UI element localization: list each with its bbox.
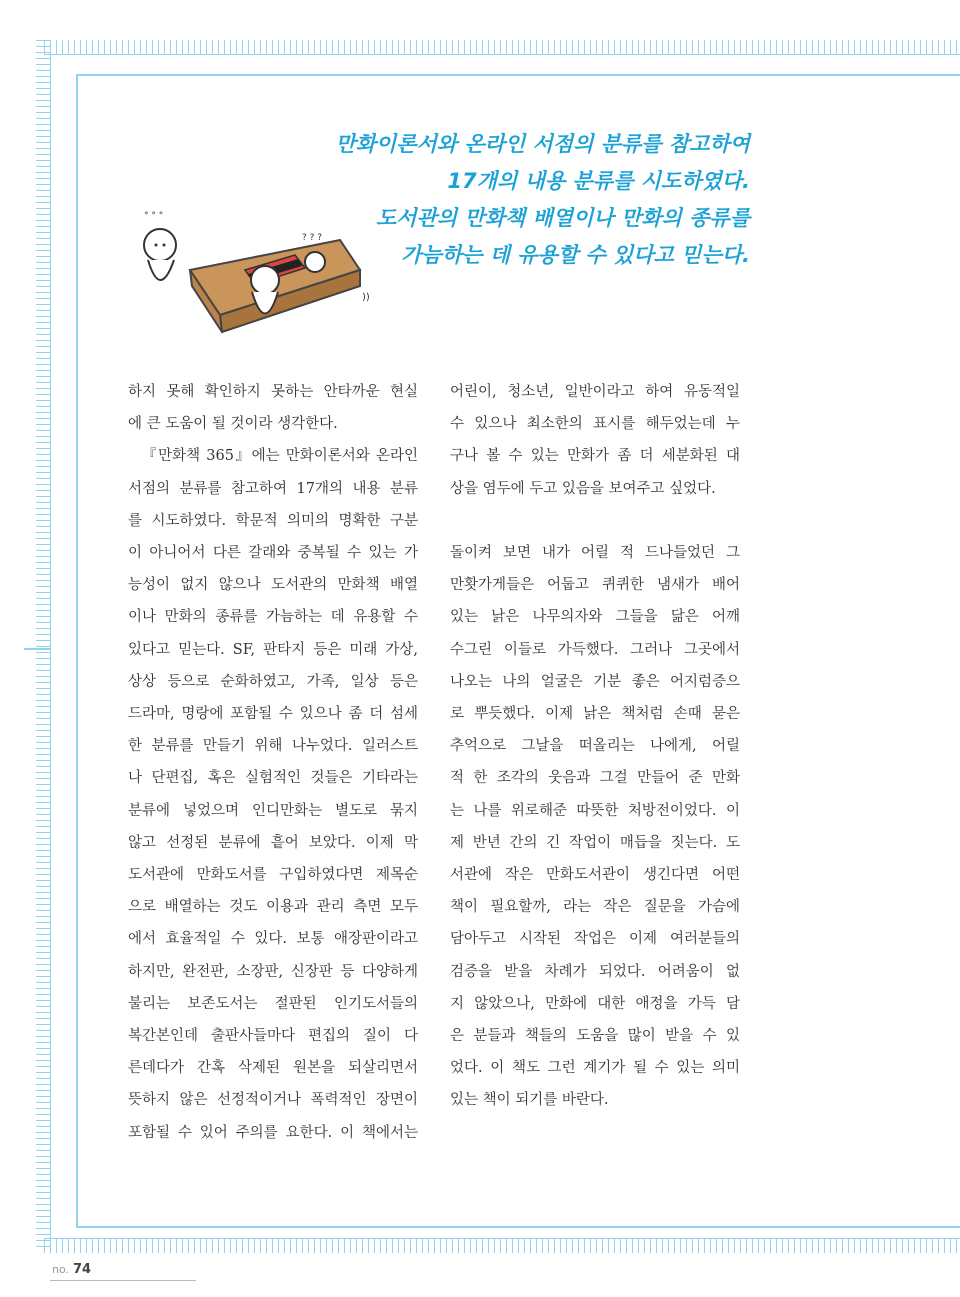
ruler-top [44, 40, 960, 55]
svg-text:)): )) [362, 292, 370, 303]
text-line: 른데다가 간혹 삭제된 원본을 되살리면서 [128, 1060, 418, 1077]
text-line: 드라마, 명랑에 포함될 수 있으나 좀 더 섬세 [128, 706, 418, 723]
page-number-value: 74 [73, 1262, 92, 1277]
paragraph-gap [450, 505, 740, 537]
headline-line: 17개의 내용 분류를 시도하였다. [447, 169, 750, 193]
text-line: 서점의 분류를 참고하여 17개의 내용 분류 [128, 480, 418, 497]
text-line: 않고 선정된 분류에 흩어 보았다. 이제 막 [128, 834, 418, 851]
text-line: 었다. 이 책도 그런 계기가 될 수 있는 의미 [450, 1060, 740, 1077]
svg-text:° ° °: ° ° ° [144, 211, 164, 221]
text-line: 포함될 수 있어 주의를 요한다. 이 책에서는 [128, 1124, 418, 1141]
text-line: 검증을 받을 차례가 되었다. 어려움이 없 [450, 963, 740, 980]
text-line: 추억으로 그날을 떠올리는 나에게, 어릴 [450, 738, 740, 755]
text-line: 에서 효율적일 수 있다. 보통 애장판이라고 [128, 931, 418, 948]
text-line: 담아두고 시작된 작업은 이제 여러분들의 [450, 931, 740, 948]
headline-line: 도서관의 만화책 배열이나 만화의 종류를 [375, 206, 750, 230]
text-line: 책이 필요할까, 라는 작은 질문을 가슴에 [450, 899, 740, 916]
text-line: 뜻하지 않은 선정적이거나 폭력적인 장면이 [128, 1092, 418, 1109]
text-line: 은 분들과 책들의 도움을 많이 받을 수 있 [450, 1028, 740, 1045]
text-line: 제 반년 간의 긴 작업이 매듭을 짓는다. 도 [450, 834, 740, 851]
text-line: 나 단편집, 혹은 실험적인 것들은 기타라는 [128, 770, 418, 787]
ruler-left [36, 40, 51, 1250]
text-line: 으로 배열하는 것도 이용과 관리 측면 모두 [128, 899, 418, 916]
page-number-prefix: no. [52, 1263, 70, 1276]
text-line: 를 시도하였다. 학문적 의미의 명확한 구분 [128, 512, 418, 529]
left-column [128, 376, 418, 1149]
text-line: 수그린 이들로 가득했다. 그러나 그곳에서 [450, 641, 740, 658]
text-line: 불리는 보존도서는 절판된 인기도서들의 [128, 995, 418, 1012]
page-number [52, 1262, 91, 1277]
text-line: 는 나를 위로해준 따뜻한 처방전이었다. 이 [450, 802, 740, 819]
text-line: 있다고 믿는다. SF, 판타지 등은 미래 가상, [128, 641, 418, 658]
text-line: 복간본인데 출판사들마다 편집의 질이 다 [128, 1028, 418, 1045]
headline-line: 가늠하는 데 유용할 수 있다고 믿는다. [401, 243, 750, 267]
text-line: 로 뿌듯했다. 이제 낡은 책처럼 손때 묻은 [450, 706, 740, 723]
text-line: 이나 만화의 종류를 가늠하는 데 유용할 수 [128, 609, 418, 626]
right-column [450, 376, 740, 1117]
text-line: 분류에 넣었으며 인디만화는 별도로 묶지 [128, 802, 418, 819]
text-line: 하지 못해 확인하지 못하는 안타까운 현실 [128, 384, 418, 400]
page-number-rule [50, 1280, 196, 1281]
text-line: 상을 염두에 두고 있음을 보여주고 싶었다. [450, 480, 716, 497]
text-line: 구나 볼 수 있는 만화가 좀 더 세분화된 대 [450, 448, 740, 465]
text-line: 있는 낡은 나무의자와 그들을 닮은 어깨 [450, 609, 740, 626]
headline-line: 만화이론서와 온라인 서점의 분류를 참고하여 [335, 132, 750, 156]
text-line: 도서관에 만화도서를 구입하였다면 제목순 [128, 867, 418, 884]
text-line: 능성이 없지 않으나 도서관의 만화책 배열 [128, 577, 418, 594]
text-line: 적 한 조각의 웃음과 그걸 만들어 준 만화 [450, 770, 740, 787]
text-line: 하지만, 완전판, 소장판, 신장판 등 다양하게 [128, 963, 418, 980]
svg-text:? ? ?: ? ? ? [302, 233, 323, 243]
cartoon-illustration [130, 200, 370, 350]
ruler-bottom [44, 1238, 960, 1253]
text-line: 지 않았으나, 만화에 대한 애정을 가득 담 [450, 995, 740, 1012]
side-tick [24, 648, 50, 650]
text-line: 있는 책이 되기를 바란다. [450, 1092, 609, 1109]
text-line: 나오는 나의 얼굴은 기분 좋은 어지럼증으 [450, 673, 740, 690]
text-line: 수 있으나 최소한의 표시를 해두었는데 누 [450, 416, 740, 433]
text-line: 이 아니어서 다른 갈래와 중복될 수 있는 가 [128, 545, 418, 562]
text-line: 상상 등으로 순화하였고, 가족, 일상 등은 [128, 673, 418, 690]
text-line: 돌이켜 보면 내가 어릴 적 드나들었던 그 [450, 545, 740, 561]
text-line: 에 큰 도움이 될 것이라 생각한다. [128, 416, 338, 433]
text-line: 한 분류를 만들기 위해 나누었다. 일러스트 [128, 738, 418, 755]
text-line: 만홧가게들은 어둡고 퀴퀴한 냄새가 배어 [450, 577, 740, 594]
text-line: 어린이, 청소년, 일반이라고 하여 유동적일 [450, 384, 740, 400]
text-line: 『만화책 365』에는 만화이론서와 온라인 [142, 448, 418, 465]
text-line: 서관에 작은 만화도서관이 생긴다면 어떤 [450, 867, 740, 884]
